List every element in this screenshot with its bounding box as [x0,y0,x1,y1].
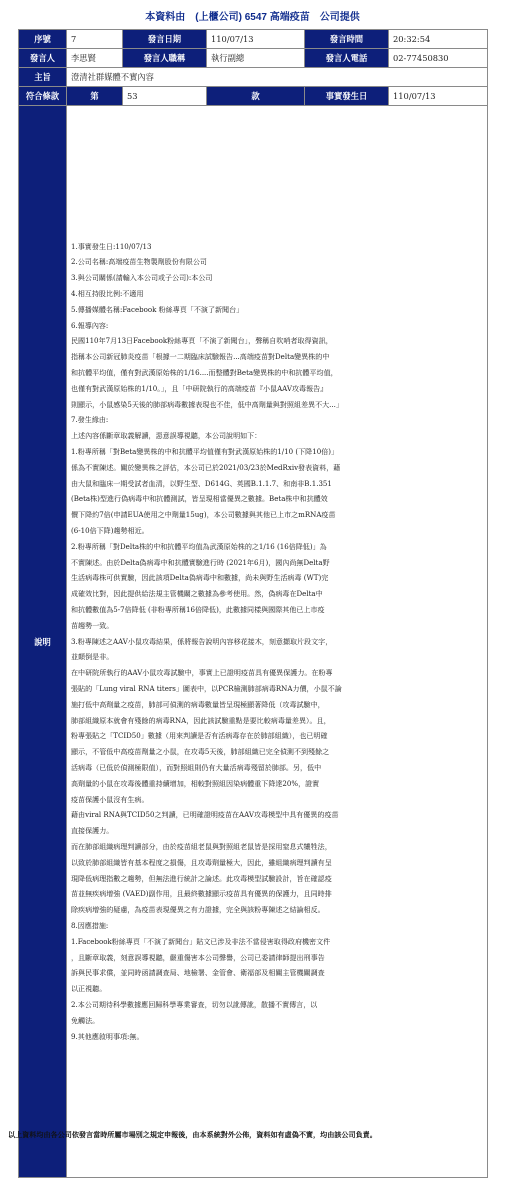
description-body [67,106,488,1178]
description-line: 也僅有對武漢原始株的1/10。」，且「中研院執行的高端疫苗『小鼠AAV攻毒報告』 [71,383,328,393]
description-line: 係為不實陳述。關於變異株之評估，本公司已於2021/03/23於MedRxiv發表資料，藉 [71,462,341,472]
description-line: 民國110年7月13日Facebook粉絲專頁「不演了新聞台」，聲稱自吹哨者取得資訊， [71,336,333,346]
description-line: 疫苗保護小鼠沒有生病。 [71,794,149,804]
description-line: 苗趨勢一致。 [71,620,114,630]
description-line: 施打低中高劑量之疫苗，肺部可偵測的病毒數量皆呈現極顯著降低（攻毒試驗中， [71,699,325,709]
description-line: 1.Facebook粉絲專頁「不演了新聞台」貼文已涉及非法不當侵害取得政府機密文件 [71,936,331,946]
description-line: 而在肺部組織病理判讀部分，由於疫苗組老鼠與對照組老鼠皆是採用窒息式犧牲法， [71,841,332,851]
description-line: 9.其他應敘明事項:無。 [71,1031,144,1041]
description-line: 直接保護力。 [71,826,114,836]
description-line: 高劑量的小鼠在攻毒後體重持續增加，相較對照組因染病體重下降達20%，證實 [71,778,320,788]
description-line: 並顛倒是非。 [71,652,114,662]
description-line: 價下降約7倍(申請EUA使用之中劑量15ug)，本公司數據與其他已上市之mRNA疫苗 [71,510,336,520]
description-line: 在中研院所執行的AAV小鼠攻毒試驗中，事實上已證明疫苗具有優異保護力。在粉專 [71,668,333,678]
event-date-value: 110/07/13 [389,87,488,106]
description-line: 藉由viral RNA與TCID50之判讀，已明確證明疫苗在AAV攻毒模型中具有優異的疫苗 [71,810,339,820]
description-line: 苗並無疾病增強 (VAED)副作用，且最終數據顯示疫苗具有優異的保護力，且同時排 [71,889,332,899]
speaker-title-value: 執行副總 [207,49,305,68]
description-line: ，且斷章取義，刻意誤導視聽，嚴重傷害本公司聲譽，公司已委請律師提出刑事告 [71,952,325,962]
description-line: 活病毒（已低於偵測極限值），而對照組則仍有大量活病毒殘留於肺部。另，低中 [71,762,322,772]
description-line: 以致於肺部組織皆有基本程度之損傷，且攻毒劑量極大，因此，雖組織病理判讀有呈 [71,857,332,867]
description-line: 4.相互持股比例:不適用 [71,289,144,299]
description-line: 張貼的「Lung viral RNA titers」圖表中，以PCR檢測肺部病毒RNA力價，小鼠不論 [71,683,342,693]
description-line: 不實陳述。由於Delta偽病毒中和抗體實驗進行時 (2021年6月)，國內尚無Delta野 [71,557,330,567]
description-text [71,239,483,1045]
description-line: 上述內容係斷章取義解讀，惡意誤導視聽，本公司說明如下： [71,431,262,441]
subject-label: 主旨 [19,68,67,87]
description-line: 3.粉專陳述之AAV小鼠攻毒結果，係將報告說明內容移花接木，刻意擷取片段文字， [71,636,333,646]
subject-value: 澄清社群媒體不實內容 [67,68,488,87]
table-row [19,68,488,87]
description-line: 以正視聽。 [71,984,107,994]
time-label: 發言時間 [305,30,389,49]
description-line: 除疾病增強的疑慮，為疫苗表現優異之有力證據，完全與該粉專陳述之結論相反。 [71,905,325,915]
description-label: 說明 [19,106,67,1178]
date-value: 110/07/13 [207,30,305,49]
speaker-label: 發言人 [19,49,67,68]
clause-di-label: 第 [67,87,123,106]
table-row [19,87,488,106]
page-title: 本資料由 (上櫃公司) 6547 高端疫苗 公司提供 [145,12,360,23]
description-line: 訴與民事求償，並同時函請調查局、地檢署、金管會、衛福部及相關主管機關調查 [71,968,325,978]
announcement-table [18,29,488,1178]
speaker-value: 李思賢 [67,49,123,68]
speaker-phone-value: 02-77450830 [389,49,488,68]
description-line: (Beta株)型進行偽病毒中和抗體測試，皆呈現相當優異之數據。Beta株中和抗體效 [71,494,328,504]
speaker-title-label: 發言人職稱 [123,49,207,68]
table-row [19,30,488,49]
serial-label: 序號 [19,30,67,49]
serial-value: 7 [67,30,123,49]
description-line: 和抗體數值為5-7倍降低 (非粉專所稱16倍降低)，此數據同樣與國際其他已上市疫 [71,605,325,614]
description-line: 肺部組織原本就會有殘餘的病毒RNA，因此該試驗重點是要比較病毒量差異）。且， [71,715,331,725]
description-line: 2.公司名稱:高端疫苗生物製劑股份有限公司 [71,257,207,267]
description-line: 2.本公司期待科學數據應回歸科學專業審查，切勿以訛傳訛，散播不實傳言，以 [71,999,318,1009]
description-line: 5.傳播媒體名稱:Facebook 粉絲專頁「不演了新聞台」 [71,304,244,314]
description-line: 成確效比對，因此提供給法規主管機關之數據為參考使用。然，偽病毒在Delta中 [71,589,323,599]
event-date-label: 事實發生日 [305,87,389,106]
speaker-phone-label: 發言人電話 [305,49,389,68]
description-line: 指稱本公司新冠肺炎疫苗「根據一二期臨床試驗報告...高端疫苗對Delta變異株的中 [71,352,330,362]
clause-kuan-label: 款 [207,87,305,106]
description-line: 2.粉專所稱「對Delta株的中和抗體平均值為武漢原始株的之1/16 (16倍降低)」為 [71,541,327,551]
description-line: 現降低病理指數之趨勢，但無法進行統計之論述。此攻毒模型試驗設計，旨在確認疫 [71,873,332,883]
description-line: 顯示，不管低中高疫苗劑量之小鼠，在攻毒5天後，肺部組織已完全偵測不到殘餘之 [71,747,330,757]
description-line: 由大鼠和臨床一期受試者血清，以野生型、D614G、英國B.1.1.7、和南非B.1.351 [71,478,332,488]
description-line: 粉專張貼之「TCID50」數據（用來判讀是否有活病毒存在於肺部組織），也已明確 [71,731,328,741]
description-line: 1.粉專所稱「對Beta變異株的中和抗體平均值僅有對武漢原始株的1/10 (下降10倍)」 [71,447,339,457]
description-line: 7.發生緣由: [71,415,109,425]
description-line: 免觸法。 [71,1015,100,1025]
description-line: 3.與公司關係(請輸入本公司或子公司):本公司 [71,273,213,283]
description-line: 6.報導內容: [71,320,109,330]
description-line: 和抗體平均值，僅有對武漢原始株的1/16....而整體對Beta變異株的中和抗體平均值， [71,368,338,378]
clause-number: 53 [123,87,207,106]
disclaimer-footer: 以上資料均由各公司依發言當時所屬市場別之規定申報後，由本系統對外公佈，資料如有虛偽不實，均由該公司負責。 [8,1131,377,1139]
description-line: 8.因應措施: [71,920,109,930]
date-label: 發言日期 [123,30,207,49]
description-line: 1.事實發生日:110/07/13 [71,241,152,251]
time-value: 20:32:54 [389,30,488,49]
table-row [19,106,488,1178]
description-line: (6-10倍下降)趨勢相近。 [71,526,149,536]
clause-label: 符合條款 [19,87,67,106]
description-line: 則顯示，小鼠感染5天後的肺部病毒數據表現也不佳，低中高劑量與對照組差異不大...」 [71,399,343,409]
description-line: 生活病毒株可供實驗，因此該項Delta偽病毒中和數據，尚未與野生活病毒 (WT)完 [71,573,329,583]
table-row [19,49,488,68]
